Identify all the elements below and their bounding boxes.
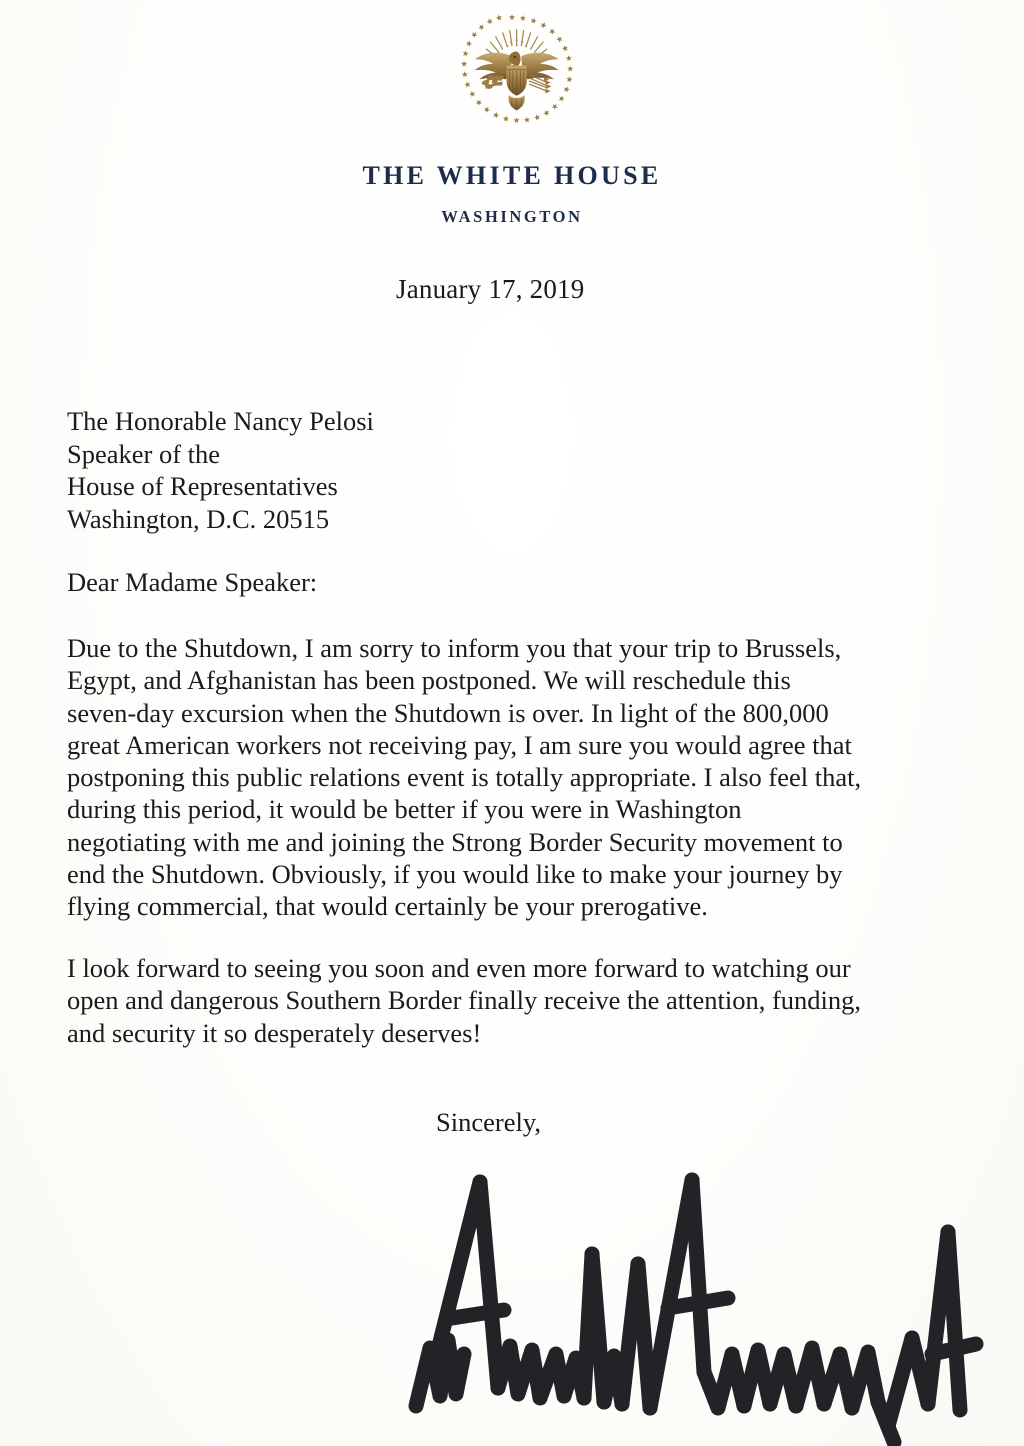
body-paragraph-1	[67, 632, 947, 923]
presidential-seal-icon	[434, 8, 590, 140]
letterhead-subtitle: WASHINGTON	[441, 207, 583, 226]
signature-donald-trump	[392, 1158, 1012, 1446]
body-line: and security it so desperately deserves!	[67, 1017, 482, 1048]
signature-icon	[392, 1158, 1012, 1446]
body-line: postponing this public relations event is totally appropriate. I also feel that,	[67, 762, 862, 793]
body-line: during this period, it would be better if you were in Washington	[67, 794, 742, 825]
body-line: I look forward to seeing you soon and even more forward to watching our	[67, 953, 851, 983]
address-line: Speaker of the	[67, 438, 221, 469]
body-line: end the Shutdown. Obviously, if you would like to make your journey by	[67, 859, 843, 890]
body-paragraph-2	[67, 952, 947, 1049]
closing-salutation: Sincerely,	[436, 1107, 541, 1137]
recipient-address-block	[67, 405, 374, 535]
body-line: great American workers not receiving pay, I am sure you would agree that	[67, 729, 852, 760]
body-line: Due to the Shutdown, I am sorry to inform you that your trip to Brussels,	[67, 633, 842, 663]
letterhead	[0, 163, 1024, 226]
body-line: flying commercial, that would certainly be your prerogative.	[67, 891, 708, 922]
letter-date: January 17, 2019	[396, 274, 585, 304]
address-line: Washington, D.C. 20515	[67, 503, 330, 534]
letterhead-title: THE WHITE HOUSE	[362, 161, 662, 190]
body-line: Egypt, and Afghanistan has been postponed. We will reschedule this	[67, 665, 791, 696]
salutation: Dear Madame Speaker:	[67, 567, 318, 597]
body-line: open and dangerous Southern Border finally receive the attention, funding,	[67, 985, 862, 1016]
seal-container	[0, 8, 1024, 145]
address-line: The Honorable Nancy Pelosi	[67, 406, 374, 436]
body-line: negotiating with me and joining the Strong Border Security movement to	[67, 826, 843, 857]
body-line: seven-day excursion when the Shutdown is over. In light of the 800,000	[67, 697, 829, 728]
address-line: House of Representatives	[67, 471, 338, 501]
